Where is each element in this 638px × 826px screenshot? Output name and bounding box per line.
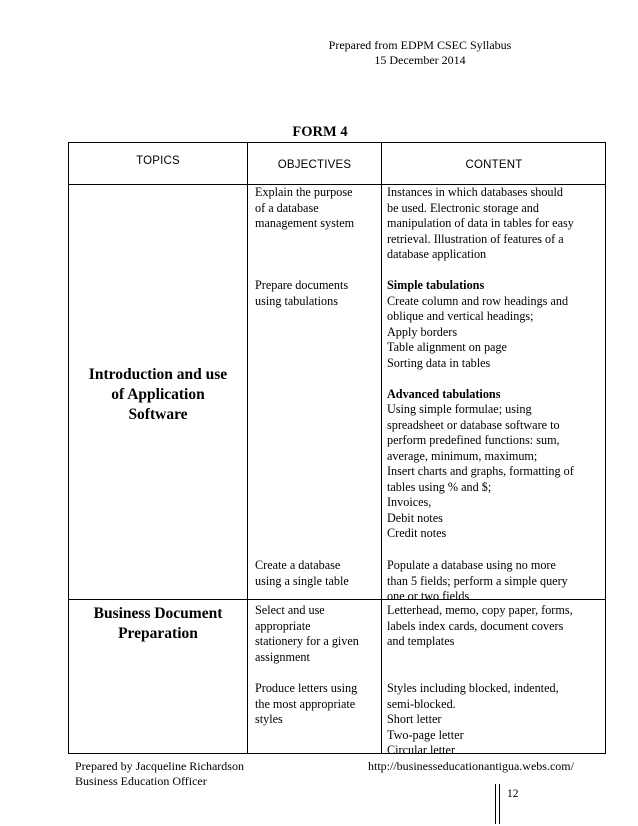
- topic-line: Software: [128, 406, 188, 423]
- content-line: one or two fields: [387, 589, 470, 603]
- content-cell: [387, 603, 573, 650]
- content-line: perform predefined functions: sum,: [387, 433, 560, 447]
- content-line: and templates: [387, 634, 455, 648]
- page-header: [300, 38, 540, 68]
- page-number-rule: [495, 784, 500, 824]
- objective-cell: [255, 185, 354, 232]
- content-line: tables using % and $;: [387, 479, 492, 494]
- objective-cell: [255, 278, 348, 309]
- content-line: Credit notes: [387, 526, 447, 540]
- objective-cell: [255, 603, 359, 665]
- content-line: Using simple formulae; using: [387, 402, 532, 416]
- content-line: Letterhead, memo, copy paper, forms,: [387, 603, 573, 617]
- column-divider-topics: [247, 143, 248, 753]
- objective-line: using tabulations: [255, 293, 338, 308]
- topic-line: Business Document: [93, 605, 223, 622]
- objective-line: management system: [255, 216, 355, 230]
- content-line: Table alignment on page: [387, 340, 507, 354]
- content-line: manipulation of data in tables for easy: [387, 216, 574, 230]
- content-line: Populate a database using no more: [387, 558, 556, 572]
- objective-line: styles: [255, 712, 283, 726]
- content-line: average, minimum, maximum;: [387, 448, 538, 463]
- content-subheading: Advanced tabulations: [387, 386, 501, 401]
- content-line: Short letter: [387, 712, 442, 726]
- content-line: Create column and row headings and: [387, 293, 569, 308]
- content-line: retrieval. Illustration of features of a: [387, 231, 564, 246]
- objective-line: Prepare documents: [255, 278, 349, 292]
- content-line: Debit notes: [387, 510, 443, 525]
- objective-line: Produce letters using: [255, 681, 358, 695]
- content-line: Two-page letter: [387, 727, 464, 742]
- objective-line: appropriate: [255, 618, 311, 633]
- column-divider-objectives: [381, 143, 382, 753]
- content-line: Circular letter: [387, 743, 456, 757]
- footer-author: Prepared by Jacqueline Richardson: [75, 759, 244, 773]
- page-footer: [75, 759, 244, 789]
- content-blank-line: [387, 371, 574, 387]
- objective-line: the most appropriate: [255, 696, 356, 711]
- column-header-content: CONTENT: [465, 159, 523, 171]
- topic-line: Introduction and use: [88, 366, 228, 383]
- form-title: FORM 4: [292, 124, 348, 140]
- content-line: Apply borders: [387, 324, 458, 339]
- content-subheading: Simple tabulations: [387, 278, 485, 292]
- content-line: Styles including blocked, indented,: [387, 681, 559, 695]
- header-date-line: 15 December 2014: [374, 53, 466, 67]
- objective-line: Create a database: [255, 558, 341, 572]
- content-line: oblique and vertical headings;: [387, 309, 534, 323]
- objective-cell: [255, 681, 357, 728]
- topic-cell-business-document: [69, 604, 247, 644]
- topic-line: of Application: [111, 386, 205, 403]
- header-syllabus-line: Prepared from EDPM CSEC Syllabus: [328, 38, 512, 52]
- column-header-objectives: OBJECTIVES: [277, 159, 352, 171]
- objective-line: using a single table: [255, 573, 349, 588]
- objective-line: of a database: [255, 200, 319, 215]
- content-cell: [387, 681, 559, 759]
- content-line: spreadsheet or database software to: [387, 417, 560, 432]
- content-cell: [387, 278, 574, 542]
- column-header-topics: TOPICS: [136, 155, 180, 167]
- content-line: labels index cards, document covers: [387, 618, 564, 633]
- footer-role: Business Education Officer: [75, 774, 207, 788]
- content-line: Instances in which databases should: [387, 185, 563, 199]
- content-line: semi-blocked.: [387, 696, 456, 711]
- footer-url: http://businesseducationantigua.webs.com/: [368, 759, 574, 773]
- content-cell: [387, 185, 574, 263]
- content-line: Sorting data in tables: [387, 355, 491, 370]
- content-line: database application: [387, 247, 487, 261]
- content-line: than 5 fields; perform a simple query: [387, 573, 568, 588]
- page-number: 12: [507, 788, 519, 800]
- content-line: Invoices,: [387, 495, 432, 509]
- topic-cell-application-software: [69, 365, 247, 425]
- content-cell: [387, 558, 568, 605]
- objective-cell: [255, 558, 349, 589]
- objective-line: Select and use: [255, 603, 325, 617]
- content-line: Insert charts and graphs, formatting of: [387, 464, 574, 478]
- objective-line: Explain the purpose: [255, 185, 353, 199]
- objective-line: assignment: [255, 649, 310, 664]
- content-line: be used. Electronic storage and: [387, 200, 539, 215]
- syllabus-table: [68, 142, 606, 757]
- topic-line: Preparation: [118, 625, 198, 642]
- objective-line: stationery for a given: [255, 634, 359, 648]
